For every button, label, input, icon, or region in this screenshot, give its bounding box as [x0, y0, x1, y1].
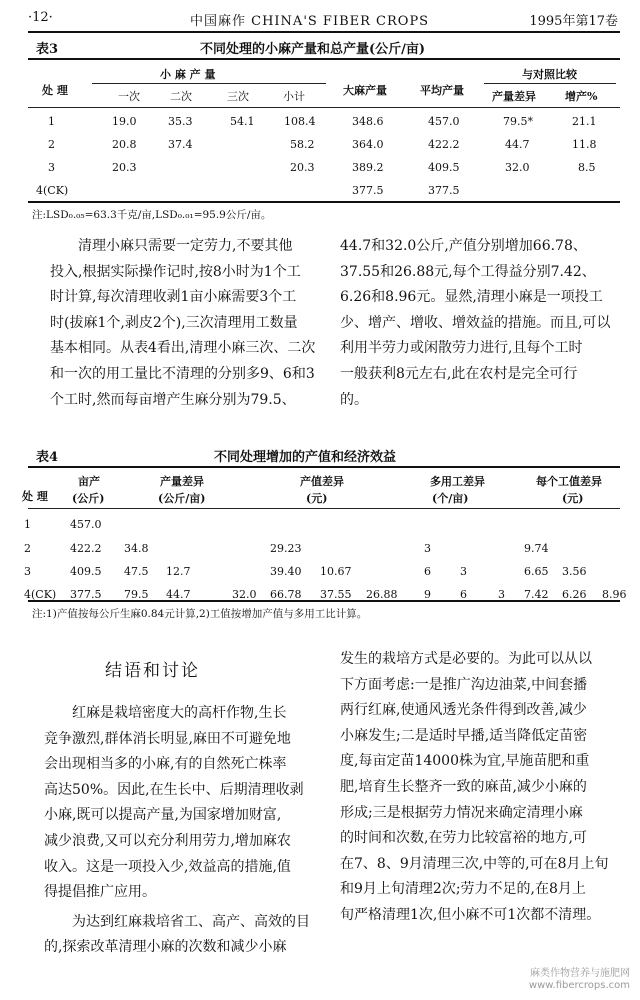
table-cell: 34.8 [124, 542, 149, 555]
table-cell: 11.8 [572, 138, 597, 151]
table-cell: 21.1 [572, 115, 597, 128]
table-3-group-rule [92, 83, 326, 84]
watermark-url: www.fibercrops.com [528, 980, 630, 991]
text-line: 和一次的用工量比不清理的分别多9、6和3 [50, 365, 315, 382]
table-4-top-rule [28, 466, 620, 468]
table-row: 1 [24, 518, 31, 531]
table-cell: 9.74 [524, 542, 549, 555]
text-line: 的。 [340, 391, 368, 408]
conclusion-left-column [44, 701, 320, 961]
table-3-title: 不同处理的小麻产量和总产量(公斤/亩) [200, 42, 426, 57]
table-row: 2 [24, 542, 31, 555]
table-3-compare-header: 与对照比较 [522, 68, 577, 81]
table-4-yield-unit: (公斤) [72, 492, 105, 505]
table-3-avg-header: 平均产量 [420, 84, 464, 97]
text-line: 肥,培育生长整齐一致的麻苗,减少小麻的 [340, 778, 587, 795]
text-line: 利用半劳力或闲散劳力进行,且每个工时 [340, 340, 583, 357]
table-4-yield-header: 亩产 [78, 475, 100, 488]
table-cell: 6 [424, 565, 431, 578]
table-cell: 108.4 [284, 115, 316, 128]
table-cell: 32.0 [232, 588, 257, 601]
table-cell: 3 [460, 565, 467, 578]
table-cell: 348.6 [352, 115, 384, 128]
table-4-diff-unit: (公斤/亩) [158, 492, 206, 505]
table-4-labor-header: 多用工差异 [430, 475, 485, 488]
text-line: 减少浪费,又可以充分利用劳力,增加麻农 [44, 832, 291, 849]
table-cell: 422.2 [428, 138, 460, 151]
text-line: 小麻,既可以提高产量,为国家增加财富, [44, 807, 282, 824]
table-cell: 6.65 [524, 565, 549, 578]
watermark [529, 968, 630, 992]
text-line: 37.55和26.88元,每个工得益分别7.42、 [340, 263, 596, 280]
section-heading: 结语和讨论 [105, 661, 200, 681]
table-cell: 79.5 [124, 588, 149, 601]
text-line: 清理小麻只需要一定劳力,不要其他 [78, 238, 293, 254]
table-cell: 20.3 [290, 161, 315, 174]
table-cell: 10.67 [320, 565, 352, 578]
text-line: 基本相同。从表4看出,清理小麻三次、二次 [50, 340, 316, 357]
table-3-col-thrice: 三次 [227, 90, 249, 103]
text-line: 少、增产、增收、增效益的措施。而且,可以 [340, 314, 611, 331]
table-cell: 7.42 [524, 588, 549, 601]
table-4-bottom-rule [28, 600, 620, 602]
table-3-head-rule [28, 107, 620, 108]
table-cell: 422.2 [70, 542, 102, 555]
table-cell: 457.0 [428, 115, 460, 128]
table-cell: 47.5 [124, 565, 149, 578]
table-4-diff-header: 产量差异 [160, 475, 204, 488]
text-line: 6.26和8.96元。显然,清理小麻是一项投工 [340, 289, 603, 306]
table-row: 4(CK) [24, 588, 57, 601]
text-line: 两行红麻,使通风透光条件得到改善,减少 [340, 702, 587, 719]
table-cell: 409.5 [70, 565, 102, 578]
table-cell: 79.5* [503, 115, 533, 128]
text-line: 和9月上旬清理2次;劳力不足的,在8月上 [340, 881, 586, 898]
header-rule [28, 31, 620, 33]
table-cell: 19.0 [112, 115, 137, 128]
table-cell: 389.2 [352, 161, 384, 174]
table-cell: 377.5 [70, 588, 102, 601]
table-cell: 364.0 [352, 138, 384, 151]
table-cell: 6 [460, 588, 467, 601]
text-line: 小麻发生;二是适时早播,适当降低定苗密 [340, 727, 588, 744]
table-cell: 6.26 [562, 588, 587, 601]
table-4-value-unit: (元) [306, 492, 328, 505]
table-4-per-labor-unit: (元) [562, 492, 584, 505]
table-3-treatment-header: 处 理 [42, 84, 68, 97]
table-3-big-header: 大麻产量 [343, 84, 387, 97]
table-cell: 8.96 [602, 588, 627, 601]
table-3-bottom-rule [28, 201, 620, 203]
paragraph-right-column [340, 234, 620, 413]
conclusion-right-column [340, 647, 622, 929]
table-cell: 9 [424, 588, 431, 601]
text-line: 的,探索改革清理小麻的次数和减少小麻 [44, 939, 287, 956]
table-cell: 3.56 [562, 565, 587, 578]
watermark-name: 麻类作物营养与施肥网 [530, 968, 630, 979]
text-line: 个工时,然而每亩增产生麻分别为79.5、 [50, 391, 296, 408]
table-3-col-subtotal: 小计 [283, 90, 305, 103]
table-3-col-diff: 产量差异 [492, 90, 536, 103]
text-line: 时(拔麻1个,剥皮2个),三次清理用工数量 [50, 314, 298, 331]
table-3-compare-rule [484, 83, 616, 84]
table-cell: 20.3 [112, 161, 137, 174]
text-line: 一般获利8元左右,此在农村是完全可行 [340, 365, 578, 382]
table-3-col-pct: 增产% [565, 90, 598, 103]
journal-title: 中国麻作 CHINA'S FIBER CROPS [190, 14, 430, 29]
text-line: 的时间和次数,在劳力比较富裕的地方,可 [340, 830, 587, 847]
table-cell: 44.7 [166, 588, 191, 601]
table-cell: 20.8 [112, 138, 137, 151]
table-cell: 377.5 [428, 184, 460, 197]
table-cell: 26.88 [366, 588, 398, 601]
table-4-number: 表4 [36, 450, 59, 465]
table-4-title: 不同处理增加的产值和经济效益 [214, 450, 397, 465]
table-cell: 37.55 [320, 588, 352, 601]
table-4-labor-unit: (个/亩) [432, 492, 469, 505]
table-4-value-header: 产值差异 [300, 475, 344, 488]
table-cell: 409.5 [428, 161, 460, 174]
table-cell: 37.4 [168, 138, 193, 151]
text-line: 44.7和32.0公斤,产值分别增加66.78、 [340, 238, 587, 254]
text-line: 红麻是栽培密度大的高杆作物,生长 [72, 705, 287, 721]
text-line: 竞争激烈,群体消长明显,麻田不可避免地 [44, 730, 291, 747]
table-cell: 29.23 [270, 542, 302, 555]
text-line: 下方面考虑:一是推广沟边油菜,中间套播 [340, 676, 588, 693]
paragraph-left-column [50, 234, 320, 413]
table-3-note: 注:LSD₀.₀₅=63.3千克/亩,LSD₀.₀₁=95.9公斤/亩。 [32, 209, 272, 221]
table-3-small-yield-header: 小 麻 产 量 [160, 68, 216, 81]
table-3-number: 表3 [36, 42, 59, 57]
table-cell: 39.40 [270, 565, 302, 578]
table-cell: 66.78 [270, 588, 302, 601]
table-cell: 457.0 [70, 518, 102, 531]
table-cell: 35.3 [168, 115, 193, 128]
table-3-col-once: 一次 [118, 90, 140, 103]
table-row: 1 [48, 115, 55, 128]
table-row: 2 [48, 138, 55, 151]
text-line: 会出现相当多的小麻,有的自然死亡株率 [44, 756, 287, 773]
table-4-note: 注:1)产值按每公斤生麻0.84元计算,2)工值按增加产值与多用工比计算。 [32, 608, 368, 620]
text-line: 形成;三是根据劳力情况来确定清理小麻 [340, 804, 583, 821]
table-cell: 12.7 [166, 565, 191, 578]
table-row: 3 [48, 161, 55, 174]
text-line: 时计算,每次清理收剥1亩小麻需要3个工 [50, 289, 297, 306]
table-cell: 32.0 [505, 161, 530, 174]
text-line: 收入。这是一项投入少,效益高的措施,值 [44, 858, 291, 875]
text-line: 在7、8、9月清理三次,中等的,可在8月上旬 [340, 855, 609, 872]
table-4-treatment-header: 处 理 [22, 490, 48, 503]
table-cell: 44.7 [505, 138, 530, 151]
table-cell: 54.1 [230, 115, 255, 128]
table-cell: 8.5 [578, 161, 596, 174]
text-line: 高达50%。因此,在生长中、后期清理收剥 [44, 781, 304, 798]
page-number: ·12· [28, 10, 53, 25]
table-4-head-rule [28, 508, 620, 509]
text-line: 度,每亩定苗14000株为宜,早施苗肥和重 [340, 753, 590, 770]
table-cell: 58.2 [290, 138, 315, 151]
text-line: 得提倡推广应用。 [44, 884, 156, 901]
issue-label: 1995年第17卷 [529, 14, 618, 29]
text-line: 投入,根据实际操作记时,按8小时为1个工 [50, 263, 301, 280]
text-line: 旬严格清理1次,但小麻不可1次都不清理。 [340, 906, 601, 923]
text-line: 发生的栽培方式是必要的。为此可以从以 [340, 651, 592, 667]
table-cell: 377.5 [352, 184, 384, 197]
table-cell: 3 [424, 542, 431, 555]
table-row: 4(CK) [36, 184, 69, 197]
table-3-col-twice: 二次 [170, 90, 192, 103]
table-4-per-labor-header: 每个工值差异 [536, 475, 602, 488]
table-3-top-rule [28, 58, 620, 60]
text-line: 为达到红麻栽培省工、高产、高效的目 [72, 913, 310, 930]
table-row: 3 [24, 565, 31, 578]
table-cell: 3 [498, 588, 505, 601]
